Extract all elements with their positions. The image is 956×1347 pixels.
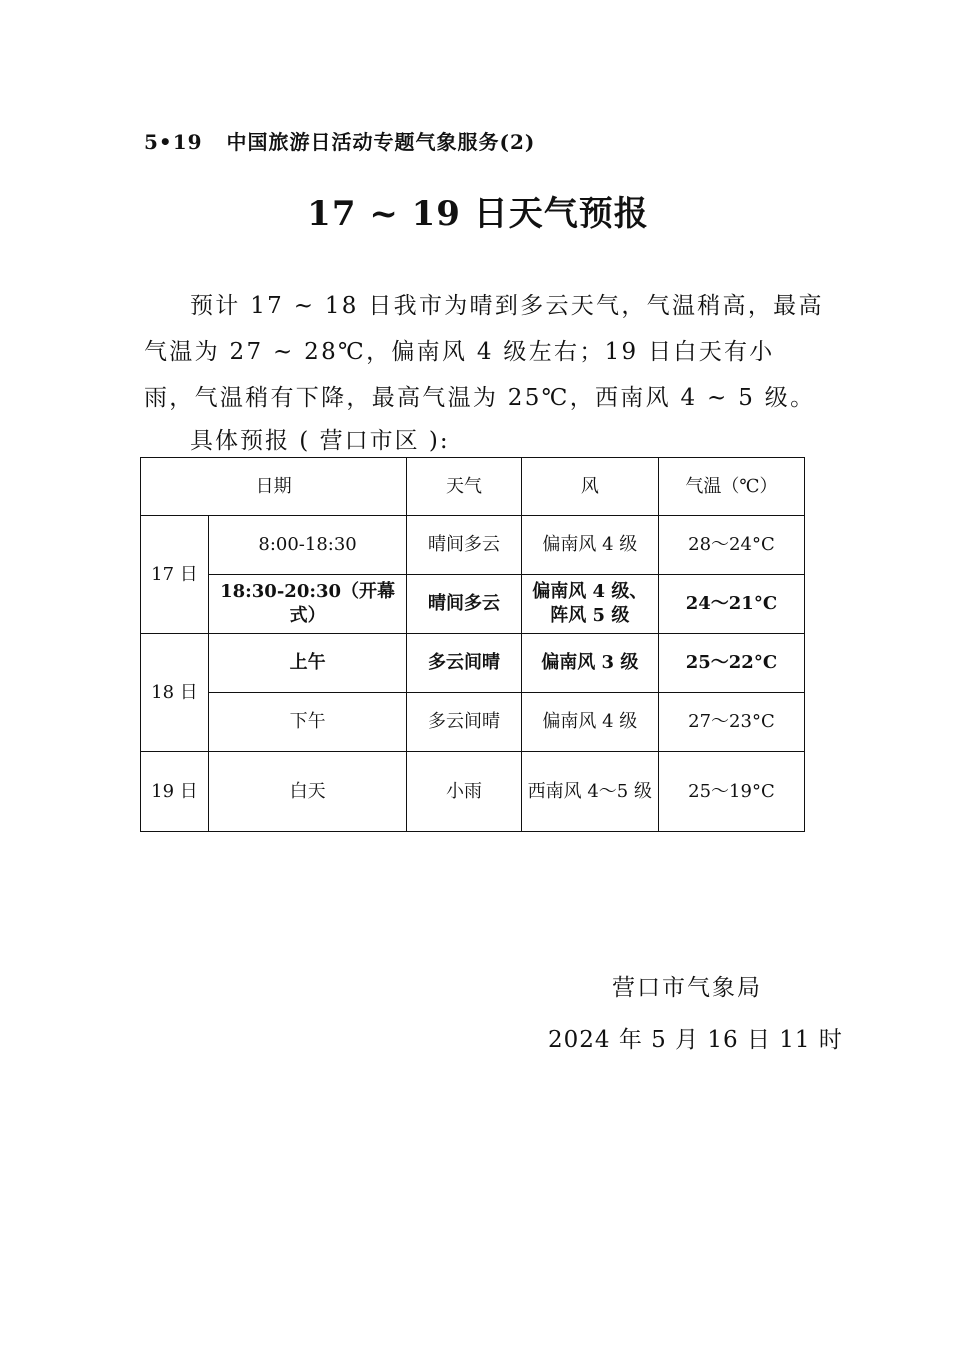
- table-header-row: [141, 458, 805, 516]
- weather-cell: 小雨: [407, 752, 522, 832]
- series-header: [144, 126, 535, 155]
- header-temp: 气温（℃）: [658, 458, 804, 516]
- day-cell: 17 日: [141, 516, 209, 634]
- document-title: 17 ~ 19 日天气预报: [307, 194, 649, 234]
- forecast-summary: 预计 17 ~ 18 日我市为晴到多云天气，气温稍高，最高气温为 27 ~ 28℃，偏南风 4 级左右；19 日白天有小雨，气温稍有下降，最高气温为 25℃，西南风 4 ~ 5 级。: [144, 293, 824, 411]
- wind-cell: 偏南风 3 级: [521, 634, 658, 693]
- day-cell: 18 日: [141, 634, 209, 752]
- forecast-table: [140, 457, 805, 832]
- period-cell: 18:30-20:30（开幕式）: [208, 575, 406, 634]
- detail-subheading: 具体预报 ( 营口市区 ):: [190, 428, 450, 454]
- weather-cell: 多云间晴: [407, 693, 522, 752]
- temp-cell: 28～24°C: [658, 516, 804, 575]
- temp-cell: 27～23°C: [658, 693, 804, 752]
- wind-cell: 偏南风 4 级: [521, 516, 658, 575]
- temp-cell: 24～21°C: [658, 575, 804, 634]
- header-date: 日期: [141, 458, 407, 516]
- issuer-name: 营口市气象局: [612, 975, 762, 1001]
- period-cell: 上午: [208, 634, 406, 693]
- wind-cell: 西南风 4～5 级: [521, 752, 658, 832]
- table-row: [141, 516, 805, 575]
- series-topic: 中国旅游日活动专题气象服务(2): [226, 130, 536, 154]
- wind-cell: 偏南风 4 级: [521, 693, 658, 752]
- day-cell: 19 日: [141, 752, 209, 832]
- wind-cell: 偏南风 4 级、阵风 5 级: [521, 575, 658, 634]
- header-wind: 风: [521, 458, 658, 516]
- series-number: 5•19: [144, 130, 203, 154]
- issue-date: 2024 年 5 月 16 日 11 时: [548, 1027, 843, 1053]
- period-cell: 白天: [208, 752, 406, 832]
- weather-cell: 晴间多云: [407, 516, 522, 575]
- period-cell: 8:00-18:30: [208, 516, 406, 575]
- period-cell: 下午: [208, 693, 406, 752]
- weather-cell: 晴间多云: [407, 575, 522, 634]
- table-row: [141, 752, 805, 832]
- temp-cell: 25～22°C: [658, 634, 804, 693]
- temp-cell: 25～19°C: [658, 752, 804, 832]
- table-row: [141, 634, 805, 693]
- table-row: [141, 693, 805, 752]
- header-weather: 天气: [407, 458, 522, 516]
- table-row: [141, 575, 805, 634]
- weather-cell: 多云间晴: [407, 634, 522, 693]
